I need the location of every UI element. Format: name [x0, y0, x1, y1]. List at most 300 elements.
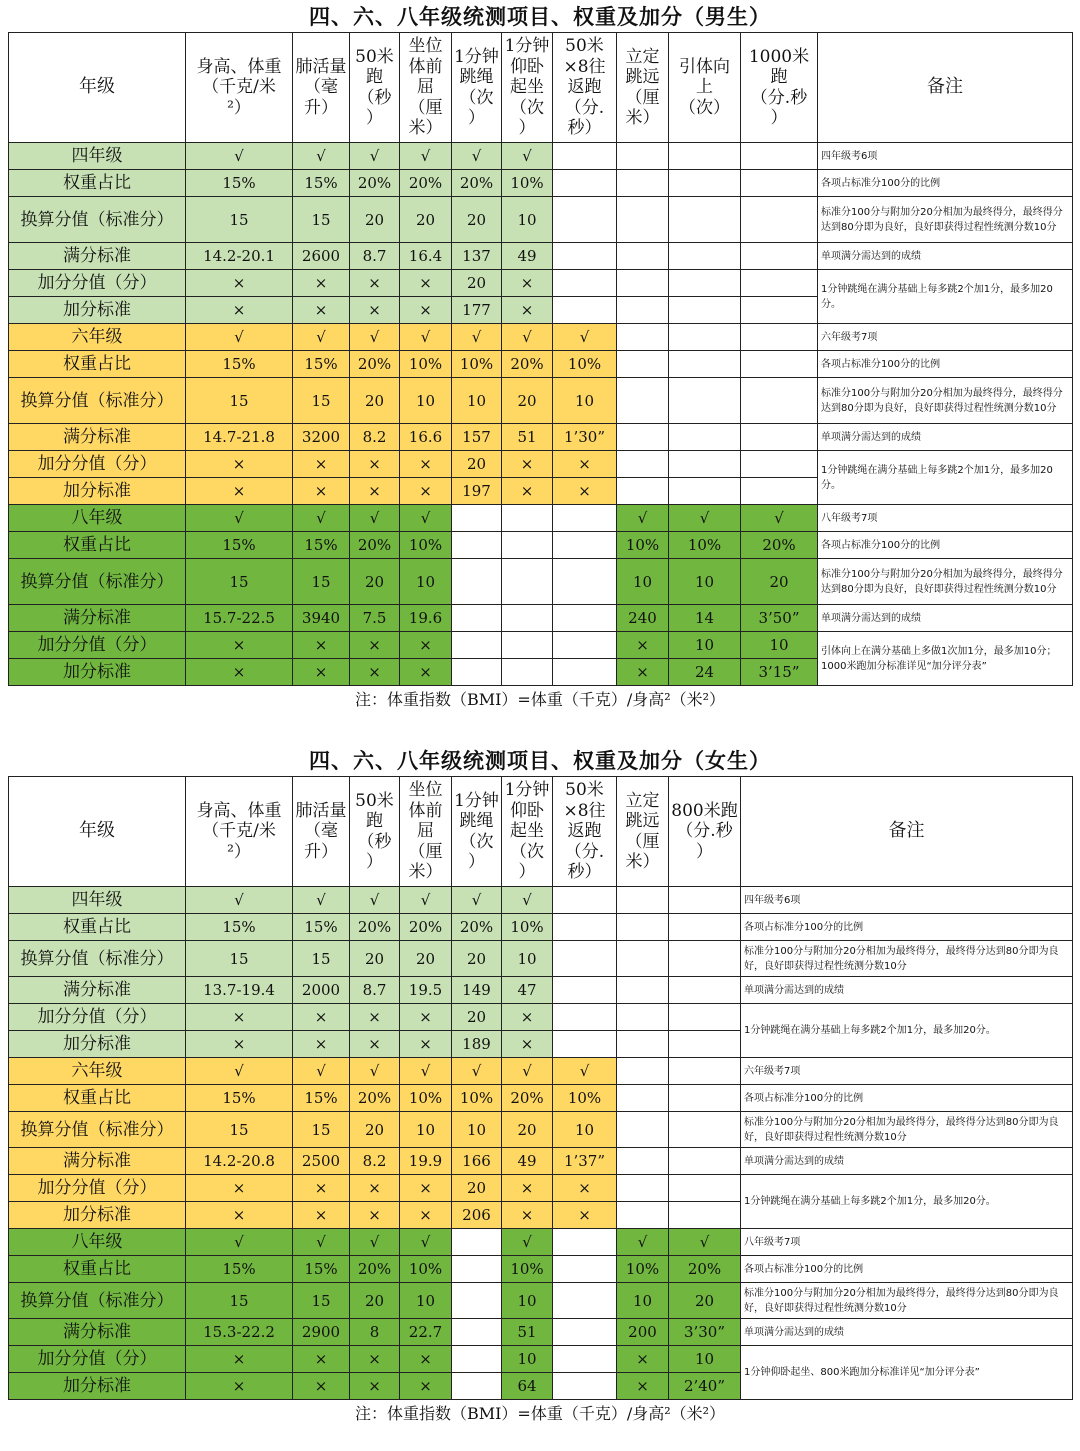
column-header-line: ） — [468, 852, 485, 872]
table-row — [9, 270, 1073, 297]
table-cell — [741, 424, 818, 451]
column-header-line: （分. — [564, 841, 605, 862]
table-cell: 10% — [617, 1256, 669, 1283]
table-cell — [553, 914, 617, 941]
table-cell: 10 — [553, 1112, 617, 1148]
column-header-line: ） — [518, 118, 536, 139]
table-cell: 10% — [400, 532, 452, 559]
table-cell: 10% — [452, 1085, 502, 1112]
column-header-line: （千克/米 — [202, 77, 276, 98]
table-cell: √ — [400, 1058, 452, 1085]
table-cell — [617, 143, 669, 170]
column-header — [502, 777, 553, 887]
table-cell: × — [400, 1031, 452, 1058]
column-header-line: 年级 — [79, 76, 115, 98]
table-cell: 137 — [452, 243, 502, 270]
table-cell: 10% — [553, 1085, 617, 1112]
table-cell: × — [186, 1004, 293, 1031]
table-cell — [553, 1283, 617, 1319]
table-cell: 22.7 — [400, 1319, 452, 1346]
table-cell — [669, 1202, 741, 1229]
table-cell: 2000 — [293, 977, 350, 1004]
table-cell: 15 — [186, 197, 293, 243]
table-cell: × — [186, 478, 293, 505]
table-cell: × — [186, 451, 293, 478]
table-cell: 20% — [350, 1085, 400, 1112]
row-label: 加分标准 — [9, 297, 186, 324]
table-cell — [669, 197, 741, 243]
table-cell — [452, 1256, 502, 1283]
column-header-line: 跑 — [366, 811, 383, 831]
table-cell: × — [186, 659, 293, 686]
table-cell: 7.5 — [350, 605, 400, 632]
column-header-line: 身高、体重 — [196, 56, 282, 77]
table-cell: 20 — [400, 197, 452, 243]
table-cell: × — [186, 1346, 293, 1373]
column-header — [186, 777, 293, 887]
table-cell — [553, 887, 617, 914]
table-cell — [452, 1346, 502, 1373]
table-row — [9, 378, 1073, 424]
column-header-line: ²） — [227, 97, 251, 118]
table-cell: 10 — [669, 559, 741, 605]
table-cell: 15% — [293, 532, 350, 559]
table-cell: 15% — [293, 1256, 350, 1283]
table-cell: × — [400, 1202, 452, 1229]
table-row — [9, 143, 1073, 170]
table-cell — [617, 197, 669, 243]
column-header — [669, 777, 741, 887]
column-header-line: 1分钟 — [504, 36, 550, 57]
table-cell: 10 — [452, 1112, 502, 1148]
table-cell: 20 — [452, 197, 502, 243]
table-row — [9, 559, 1073, 605]
table-cell: 15% — [293, 351, 350, 378]
table-cell: √ — [293, 1229, 350, 1256]
column-header-line: 50米 — [565, 780, 604, 801]
table-cell: 20 — [350, 378, 400, 424]
table-cell: × — [502, 297, 553, 324]
column-header-line: 米） — [408, 862, 443, 883]
table-row — [9, 605, 1073, 632]
column-header-line: （分.秒 — [676, 821, 733, 842]
column-header-line: （分.秒 — [750, 87, 808, 108]
table-cell: 16.6 — [400, 424, 452, 451]
table-cell — [617, 170, 669, 197]
column-header-line: 坐位 — [408, 780, 443, 801]
table-cell — [553, 270, 617, 297]
table-cell — [553, 605, 617, 632]
table-cell: × — [293, 632, 350, 659]
table-cell — [553, 1373, 617, 1400]
table-cell — [502, 605, 553, 632]
table-cell: × — [350, 451, 400, 478]
table-row — [9, 351, 1073, 378]
table-cell: × — [186, 1175, 293, 1202]
table-cell: 10 — [553, 378, 617, 424]
column-header-line: ²） — [227, 841, 251, 862]
table-cell: √ — [186, 1229, 293, 1256]
table-cell: 15 — [186, 941, 293, 977]
table-cell: × — [186, 1031, 293, 1058]
table-cell: 240 — [617, 605, 669, 632]
table-cell: 10 — [400, 1112, 452, 1148]
remark-cell: 各项占标准分100分的比例 — [818, 351, 1073, 378]
table-cell: × — [617, 632, 669, 659]
table-cell: 10 — [669, 1346, 741, 1373]
table-row — [9, 532, 1073, 559]
table-cell — [617, 1004, 669, 1031]
column-header-line: （千克/米 — [202, 821, 276, 842]
table-cell: 10% — [400, 1256, 452, 1283]
remark-cell: 1分钟跳绳在满分基础上每多跳2个加1分，最多加20分。 — [818, 270, 1073, 324]
table-cell: 19.9 — [400, 1148, 452, 1175]
remark-cell: 各项占标准分100分的比例 — [818, 170, 1073, 197]
table-cell: 49 — [502, 243, 553, 270]
column-header-line: （厘 — [408, 841, 443, 862]
table-cell: √ — [502, 1229, 553, 1256]
column-header-line: （厘 — [625, 87, 660, 108]
column-header-line: 跳远 — [625, 811, 660, 831]
table-cell: √ — [617, 505, 669, 532]
column-header-line: （分. — [564, 97, 605, 118]
table-cell — [553, 1229, 617, 1256]
table-cell: × — [502, 270, 553, 297]
table-cell: 15 — [186, 1283, 293, 1319]
table-cell — [741, 197, 818, 243]
table-row — [9, 632, 1073, 659]
table-cell: × — [293, 1031, 350, 1058]
table-cell — [553, 659, 617, 686]
table-cell: √ — [293, 505, 350, 532]
table-cell: 20 — [350, 1112, 400, 1148]
table-cell: √ — [293, 887, 350, 914]
row-label: 加分分值（分） — [9, 1004, 186, 1031]
table-cell — [553, 1031, 617, 1058]
table-cell: × — [186, 1373, 293, 1400]
remark-cell: 1分钟跳绳在满分基础上每多跳2个加1分，最多加20分。 — [818, 451, 1073, 505]
table-cell: × — [186, 297, 293, 324]
column-header-line: ） — [366, 108, 383, 128]
column-header-line: 备注 — [927, 76, 963, 98]
table-cell: 10 — [400, 559, 452, 605]
table-cell — [553, 977, 617, 1004]
remark-cell: 六年级考7项 — [741, 1058, 1073, 1085]
table-cell: 19.6 — [400, 605, 452, 632]
row-label: 加分分值（分） — [9, 632, 186, 659]
table-cell: 15% — [186, 914, 293, 941]
remark-cell: 六年级考7项 — [818, 324, 1073, 351]
table-cell: 14.2-20.1 — [186, 243, 293, 270]
column-header — [350, 777, 400, 887]
table-cell: 20% — [350, 532, 400, 559]
column-header-line: （厘 — [408, 97, 443, 118]
row-label: 换算分值（标准分） — [9, 197, 186, 243]
table-cell — [553, 143, 617, 170]
column-header — [741, 777, 1073, 887]
remark-cell: 标准分100分与附加分20分相加为最终得分，最终得分达到80分即为良好，良好即获得过程性统测分数10分 — [741, 941, 1073, 977]
girls-table-title: 四、六、八年级统测项目、权重及加分（女生） — [309, 748, 771, 773]
table-cell: 20 — [350, 941, 400, 977]
table-cell: 10% — [502, 170, 553, 197]
table-cell: √ — [350, 1229, 400, 1256]
table-cell: × — [350, 632, 400, 659]
table-cell: 10 — [741, 632, 818, 659]
table-cell: 15% — [186, 170, 293, 197]
column-header-line: 1分钟 — [454, 46, 499, 67]
column-header-line: 米） — [625, 852, 660, 872]
table-cell — [617, 977, 669, 1004]
table-cell: 20 — [350, 197, 400, 243]
table-cell — [502, 632, 553, 659]
table-cell: 10% — [400, 351, 452, 378]
table-cell — [669, 914, 741, 941]
table-cell: × — [502, 451, 553, 478]
table-cell: √ — [617, 1229, 669, 1256]
remark-cell: 单项满分需达到的成绩 — [741, 1148, 1073, 1175]
column-header-line: （毫 — [304, 821, 338, 842]
table-cell: 2900 — [293, 1319, 350, 1346]
column-header-line: 50米 — [565, 36, 604, 57]
remark-cell: 单项满分需达到的成绩 — [818, 243, 1073, 270]
row-label: 换算分值（标准分） — [9, 378, 186, 424]
table-cell — [669, 424, 741, 451]
column-header-line: （次 — [459, 87, 494, 108]
column-header-line: （秒 — [357, 87, 392, 108]
table-cell: 10% — [669, 532, 741, 559]
column-header-line: 升） — [304, 97, 338, 118]
table-cell: × — [186, 270, 293, 297]
table-cell: × — [400, 1175, 452, 1202]
table-cell — [669, 977, 741, 1004]
table-row — [9, 505, 1073, 532]
table-cell: 10% — [502, 1256, 553, 1283]
table-cell — [669, 1148, 741, 1175]
table-cell — [553, 532, 617, 559]
table-cell: √ — [502, 887, 553, 914]
table-cell — [452, 605, 502, 632]
table-cell: × — [553, 451, 617, 478]
table-cell — [502, 559, 553, 605]
table-cell: × — [293, 659, 350, 686]
table-cell: × — [502, 1031, 553, 1058]
table-cell: 16.4 — [400, 243, 452, 270]
column-header — [452, 777, 502, 887]
column-header-line: 返跑 — [567, 821, 602, 842]
table-cell — [617, 478, 669, 505]
table-cell: √ — [400, 887, 452, 914]
table-cell — [617, 887, 669, 914]
remark-cell: 单项满分需达到的成绩 — [741, 1319, 1073, 1346]
column-header-line: 立定 — [625, 46, 660, 67]
column-header-line: 50米 — [355, 790, 394, 811]
table-cell — [669, 378, 741, 424]
column-header-line: 仰卧 — [510, 800, 544, 821]
table-cell: 2500 — [293, 1148, 350, 1175]
table-cell: × — [186, 1202, 293, 1229]
table-cell: × — [350, 1373, 400, 1400]
table-cell: 177 — [452, 297, 502, 324]
column-header-line: 立定 — [625, 790, 660, 811]
remark-cell: 各项占标准分100分的比例 — [741, 1256, 1073, 1283]
column-header-line: 屈 — [417, 821, 434, 842]
row-label: 四年级 — [9, 887, 186, 914]
table-cell — [452, 505, 502, 532]
column-header-line: 返跑 — [567, 77, 602, 98]
table-cell: 15% — [186, 1085, 293, 1112]
table-cell — [553, 632, 617, 659]
table-cell: × — [293, 1175, 350, 1202]
table-cell: × — [293, 1202, 350, 1229]
table-cell — [553, 297, 617, 324]
table-cell: √ — [400, 324, 452, 351]
table-cell — [617, 297, 669, 324]
table-cell: √ — [452, 143, 502, 170]
table-cell: × — [400, 659, 452, 686]
table-cell: 15% — [293, 914, 350, 941]
table-cell — [553, 1004, 617, 1031]
remark-cell: 标准分100分与附加分20分相加为最终得分，最终得分达到80分即为良好，良好即获得过程性统测分数10分 — [818, 378, 1073, 424]
table-cell: 20 — [452, 1004, 502, 1031]
table-row — [9, 1319, 1073, 1346]
table-cell — [669, 1175, 741, 1202]
column-header-line: （次 — [510, 97, 544, 118]
table-cell — [669, 143, 741, 170]
row-label: 换算分值（标准分） — [9, 559, 186, 605]
table-cell: √ — [293, 1058, 350, 1085]
table-cell — [553, 197, 617, 243]
table-cell: √ — [350, 887, 400, 914]
column-header-line: （次 — [459, 831, 494, 852]
table-cell: 15% — [186, 1256, 293, 1283]
table-cell — [669, 887, 741, 914]
table-cell: × — [400, 1346, 452, 1373]
column-header-line: （厘 — [625, 831, 660, 852]
table-cell — [669, 1112, 741, 1148]
table-cell: 15 — [186, 378, 293, 424]
table-cell: 149 — [452, 977, 502, 1004]
table-cell — [617, 378, 669, 424]
column-header-line: 仰卧 — [510, 56, 544, 77]
column-header-line: （毫 — [304, 77, 338, 98]
row-label: 加分分值（分） — [9, 1175, 186, 1202]
table-cell: × — [186, 632, 293, 659]
column-header-line: 备注 — [888, 820, 925, 842]
table-cell: × — [617, 1373, 669, 1400]
table-cell — [741, 143, 818, 170]
table-cell — [502, 505, 553, 532]
table-cell: 20 — [452, 941, 502, 977]
table-cell — [669, 351, 741, 378]
table-cell: × — [400, 451, 452, 478]
column-header — [350, 33, 400, 143]
column-header-line: （次） — [679, 97, 730, 118]
column-header-line: 800米跑 — [671, 800, 738, 821]
column-header — [741, 33, 818, 143]
table-row — [9, 170, 1073, 197]
boys-table — [8, 32, 1073, 686]
column-header-line: 跳绳 — [459, 67, 494, 87]
table-cell — [669, 324, 741, 351]
column-header-line: 肺活量 — [295, 800, 347, 821]
table-cell — [553, 243, 617, 270]
table-cell: √ — [186, 143, 293, 170]
table-cell: × — [400, 270, 452, 297]
table-cell: 13.7-19.4 — [186, 977, 293, 1004]
girls-table — [8, 776, 1073, 1400]
table-cell: 51 — [502, 424, 553, 451]
table-cell — [617, 1148, 669, 1175]
table-cell: 10 — [502, 1283, 553, 1319]
table-row — [9, 1004, 1073, 1031]
column-header-line: ） — [366, 852, 383, 872]
table-row — [9, 197, 1073, 243]
table-cell — [669, 170, 741, 197]
column-header — [502, 33, 553, 143]
table-cell: 10 — [617, 559, 669, 605]
remark-cell: 标准分100分与附加分20分相加为最终得分，最终得分达到80分即为良好，良好即获得过程性统测分数10分 — [818, 559, 1073, 605]
table-cell: × — [293, 1346, 350, 1373]
boys-note: 注：体重指数（BMI）=体重（千克）/身高²（米²） — [354, 690, 726, 709]
table-cell — [452, 1319, 502, 1346]
column-header-line: ×8往 — [563, 800, 606, 821]
table-cell: 15% — [186, 351, 293, 378]
table-cell: 20% — [669, 1256, 741, 1283]
table-row — [9, 1283, 1073, 1319]
table-cell — [741, 324, 818, 351]
table-cell: 20% — [400, 914, 452, 941]
table-cell: 10 — [502, 1346, 553, 1373]
table-cell: 3940 — [293, 605, 350, 632]
table-cell: 47 — [502, 977, 553, 1004]
row-label: 权重占比 — [9, 914, 186, 941]
table-cell: × — [293, 1373, 350, 1400]
column-header-line: 体前 — [408, 56, 443, 77]
table-cell: 157 — [452, 424, 502, 451]
row-label: 换算分值（标准分） — [9, 1112, 186, 1148]
column-header-line: ） — [770, 108, 788, 128]
table-row — [9, 941, 1073, 977]
table-row — [9, 324, 1073, 351]
table-cell: √ — [400, 505, 452, 532]
table-cell: √ — [186, 1058, 293, 1085]
row-label: 加分标准 — [9, 478, 186, 505]
table-cell — [553, 505, 617, 532]
column-header — [669, 33, 741, 143]
row-label: 加分分值（分） — [9, 451, 186, 478]
table-row — [9, 977, 1073, 1004]
row-label: 换算分值（标准分） — [9, 941, 186, 977]
table-cell — [553, 1319, 617, 1346]
row-label: 满分标准 — [9, 243, 186, 270]
table-cell: × — [502, 1175, 553, 1202]
table-cell: √ — [502, 143, 553, 170]
table-row — [9, 424, 1073, 451]
table-cell: × — [400, 297, 452, 324]
table-cell: √ — [186, 887, 293, 914]
table-cell — [502, 659, 553, 686]
section-gap — [8, 714, 1072, 744]
table-cell: 20 — [452, 451, 502, 478]
table-cell: 20% — [452, 170, 502, 197]
remark-cell: 八年级考7项 — [818, 505, 1073, 532]
column-header-line: （秒 — [357, 831, 392, 852]
table-cell — [452, 1283, 502, 1319]
table-cell: 15.3-22.2 — [186, 1319, 293, 1346]
table-cell: × — [553, 1202, 617, 1229]
table-cell: 19.5 — [400, 977, 452, 1004]
table-cell — [617, 424, 669, 451]
